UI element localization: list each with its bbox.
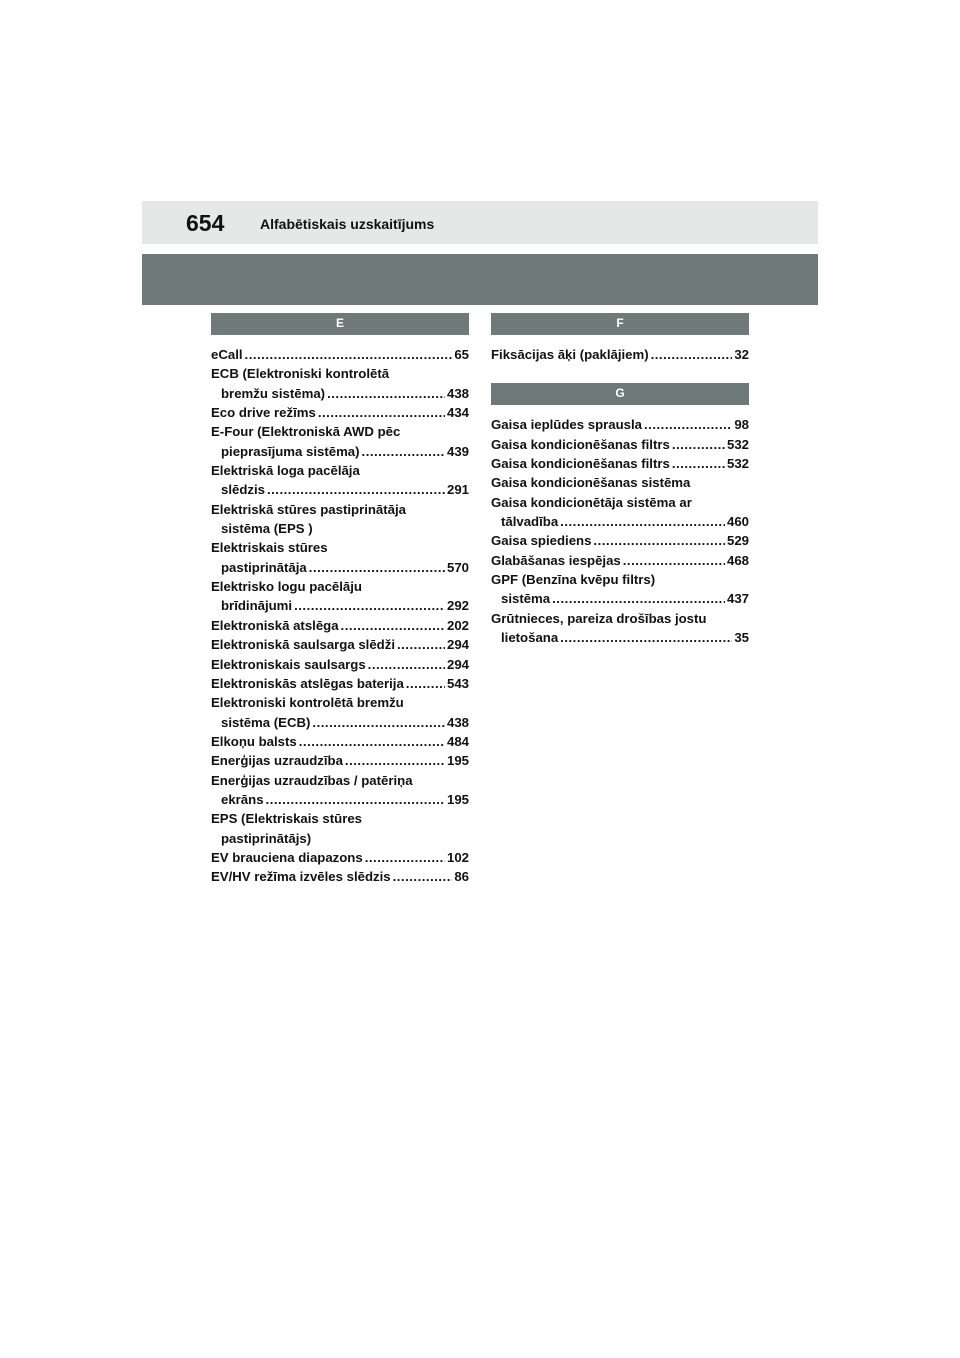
index-term: Gaisa kondicionētāja sistēma ar — [491, 494, 692, 510]
dot-leader — [397, 635, 445, 654]
index-entry — [211, 809, 469, 848]
index-entry — [211, 422, 469, 461]
page-header — [142, 201, 818, 244]
index-entry — [211, 732, 469, 751]
dot-leader — [365, 848, 445, 867]
index-term: Elektroniskais saulsargs — [211, 656, 366, 672]
index-term: ECB (Elektroniski kontrolētā — [211, 366, 390, 382]
index-term: pastiprinātājs) — [221, 830, 312, 846]
page-section-title: Alfabētiskais uzskaitījums — [260, 216, 435, 232]
page-reference: 86 — [454, 869, 469, 885]
index-term: EV brauciena diapazons — [211, 849, 363, 865]
index-term: sistēma (ECB) — [221, 714, 311, 730]
letter-heading-f: F — [491, 313, 749, 335]
dot-leader — [345, 751, 445, 770]
index-entry — [491, 435, 749, 454]
index-entry — [211, 655, 469, 674]
index-term: EPS (Elektriskais stūres — [211, 811, 363, 827]
index-entry — [491, 345, 749, 364]
dot-leader — [406, 674, 445, 693]
index-term: GPF (Benzīna kvēpu filtrs) — [491, 572, 656, 588]
index-entry — [491, 493, 749, 532]
index-entry — [211, 867, 469, 886]
index-term: Gaisa kondicionēšanas filtrs — [491, 436, 670, 452]
index-entry — [211, 848, 469, 867]
index-term: Elektriskā loga pacēlāja — [211, 463, 360, 479]
dot-leader — [672, 454, 725, 473]
page-reference: 294 — [446, 656, 469, 672]
page-reference: 438 — [446, 714, 469, 730]
dot-leader — [651, 345, 733, 364]
page-reference: 529 — [726, 533, 749, 549]
index-term: Elektroniski kontrolētā bremžu — [211, 695, 404, 711]
dot-leader — [593, 531, 725, 550]
index-term: Elektriskā stūres pastiprinātāja — [211, 501, 406, 517]
dot-leader — [327, 384, 445, 403]
page-reference: 532 — [726, 456, 749, 472]
page-reference: 532 — [726, 436, 749, 452]
dot-leader — [299, 732, 445, 751]
index-term: Fiksācijas āķi (paklājiem) — [491, 347, 649, 362]
page-reference: 195 — [446, 753, 469, 769]
index-entry — [211, 538, 469, 577]
dot-leader — [560, 628, 732, 647]
index-entry — [211, 693, 469, 732]
page-reference: 468 — [726, 552, 749, 568]
page-reference: 438 — [446, 385, 469, 401]
page-reference: 570 — [446, 559, 469, 575]
index-entries-e — [211, 345, 469, 887]
page-reference: 292 — [446, 598, 469, 614]
dot-leader — [309, 558, 445, 577]
index-term: Elektroniskā saulsarga slēdži — [211, 637, 395, 653]
index-entry — [211, 461, 469, 500]
page-number: 654 — [186, 210, 225, 236]
index-column-right — [491, 313, 749, 647]
index-term: Elektroniskā atslēga — [211, 617, 339, 633]
page-reference: 102 — [446, 849, 469, 865]
index-term: brīdinājumi — [221, 598, 293, 614]
letter-heading-e: E — [211, 313, 469, 335]
index-entries-f — [491, 345, 749, 364]
index-term: slēdzis — [221, 482, 265, 498]
index-term: Eco drive režīms — [211, 405, 316, 421]
dot-leader — [672, 435, 725, 454]
dot-leader — [245, 345, 453, 364]
index-entry — [491, 570, 749, 609]
page-reference: 437 — [726, 591, 749, 607]
page-reference: 291 — [446, 482, 469, 498]
index-term: pieprasījuma sistēma) — [221, 443, 360, 459]
page-reference: 543 — [446, 675, 469, 691]
index-entries-g — [491, 415, 749, 647]
index-term: Glabāšanas iespējas — [491, 552, 621, 568]
page-reference: 195 — [446, 791, 469, 807]
index-term: Enerģijas uzraudzība — [211, 753, 343, 769]
index-entry — [211, 616, 469, 635]
index-term: Enerģijas uzraudzības / patēriņa — [211, 772, 413, 788]
page-reference: 65 — [454, 347, 469, 362]
index-term: Gaisa spiediens — [491, 533, 592, 549]
page-reference: 439 — [446, 443, 469, 459]
index-entry — [211, 771, 469, 810]
dot-leader — [368, 655, 445, 674]
letter-heading-g: G — [491, 383, 749, 405]
index-term: Gaisa kondicionēšanas sistēma — [491, 475, 691, 491]
index-term: Gaisa ieplūdes sprausla — [491, 417, 642, 433]
index-column-left — [211, 313, 469, 887]
index-term: pastiprinātāja — [221, 559, 307, 575]
index-entry — [211, 500, 469, 539]
index-entry — [211, 751, 469, 770]
index-entry — [211, 635, 469, 654]
dot-leader — [393, 867, 453, 886]
index-term: Grūtnieces, pareiza drošības jostu — [491, 610, 707, 626]
index-term: ekrāns — [221, 791, 264, 807]
index-entry — [211, 364, 469, 403]
index-entry — [211, 345, 469, 364]
index-term: Elektriskais stūres — [211, 540, 328, 556]
page-reference: 294 — [446, 637, 469, 653]
index-entry — [491, 454, 749, 473]
index-term: EV/HV režīma izvēles slēdzis — [211, 869, 391, 885]
index-entry — [491, 609, 749, 648]
index-term: Elkoņu balsts — [211, 733, 297, 749]
dot-leader — [623, 551, 725, 570]
page-reference: 460 — [726, 514, 749, 530]
index-term: sistēma — [501, 591, 551, 607]
dot-leader — [644, 415, 732, 434]
index-entry — [211, 577, 469, 616]
page-reference: 98 — [734, 417, 749, 433]
dot-leader — [267, 480, 445, 499]
header-band — [142, 254, 818, 305]
page-reference: 202 — [446, 617, 469, 633]
index-entry — [491, 531, 749, 550]
page-reference: 484 — [446, 733, 469, 749]
index-term: E-Four (Elektroniskā AWD pēc — [211, 424, 401, 440]
page-reference: 434 — [446, 405, 469, 421]
index-term: tālvadība — [501, 514, 559, 530]
dot-leader — [312, 713, 445, 732]
dot-leader — [560, 512, 725, 531]
page-reference: 32 — [734, 347, 749, 362]
index-term: sistēma (EPS ) — [221, 521, 313, 537]
dot-leader — [552, 589, 725, 608]
index-term: Elektrisko logu pacēlāju — [211, 579, 362, 595]
index-term: Gaisa kondicionēšanas filtrs — [491, 456, 670, 472]
index-entry — [491, 415, 749, 434]
index-entry — [211, 403, 469, 422]
index-term: eCall — [211, 347, 243, 362]
dot-leader — [266, 790, 445, 809]
index-term: Elektroniskās atslēgas baterija — [211, 675, 404, 691]
page-reference: 35 — [734, 630, 749, 646]
index-entry — [211, 674, 469, 693]
dot-leader — [294, 596, 445, 615]
index-term: lietošana — [501, 630, 559, 646]
index-entry — [491, 551, 749, 570]
dot-leader — [341, 616, 445, 635]
index-entry — [491, 473, 749, 492]
dot-leader — [318, 403, 445, 422]
index-term: bremžu sistēma) — [221, 385, 326, 401]
dot-leader — [362, 442, 445, 461]
